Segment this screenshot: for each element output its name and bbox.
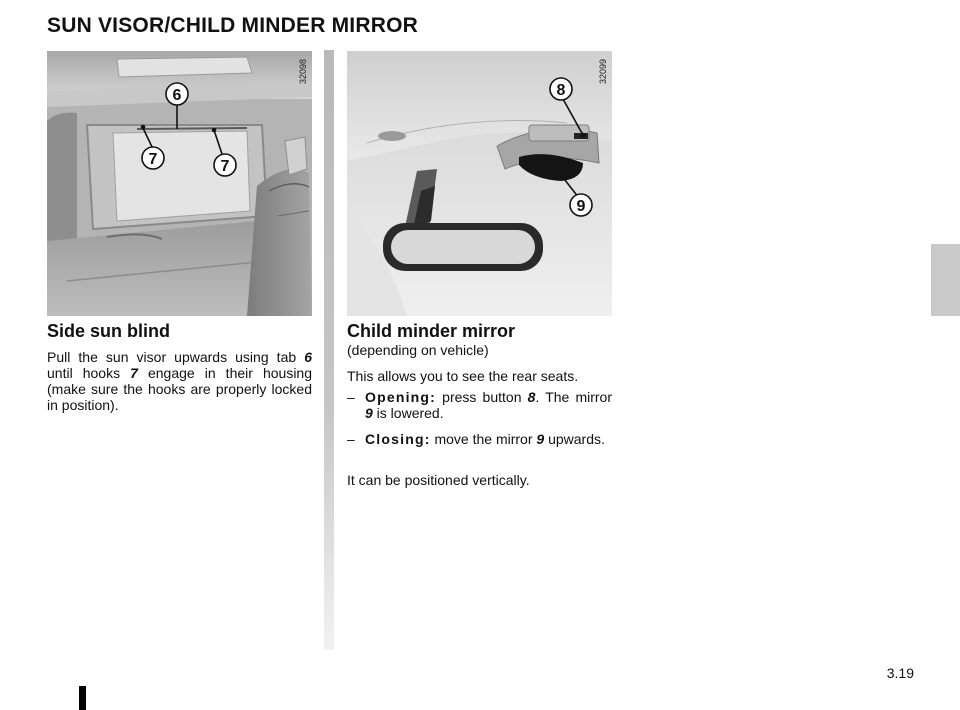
- svg-text:9: 9: [576, 198, 586, 215]
- svg-text:6: 6: [172, 87, 182, 104]
- callout-8: [550, 78, 572, 100]
- svg-text:8: 8: [556, 82, 566, 99]
- child-minder-mirror-intro: This allows you to see the rear seats.: [347, 368, 579, 384]
- child-minder-mirror-illustration: [347, 51, 612, 316]
- corner-mark: [79, 686, 86, 710]
- page-number: 3.19: [886, 665, 914, 681]
- callout-6: [166, 83, 188, 105]
- column-divider: [324, 50, 334, 650]
- child-minder-mirror-subheading: (depending on vehicle): [347, 342, 489, 358]
- chapter-tab-marker: [931, 244, 960, 316]
- callout-7-right: [214, 154, 236, 176]
- figure-code: 32098: [298, 58, 308, 84]
- side-sun-blind-heading: Side sun blind: [47, 321, 171, 341]
- list-item: – Opening: press button 8. The mirror 9 is lowered.: [347, 389, 613, 421]
- child-minder-mirror-heading: Child minder mirror: [347, 321, 516, 341]
- svg-text:7: 7: [148, 151, 158, 168]
- callout-9: [570, 194, 592, 216]
- page-title: SUN VISOR/CHILD MINDER MIRROR: [47, 14, 418, 37]
- svg-text:7: 7: [220, 158, 230, 175]
- child-minder-mirror-note: It can be positioned vertically.: [347, 472, 530, 488]
- figure-code: 32099: [598, 58, 608, 84]
- side-sun-blind-instructions: Pull the sun visor upwards using tab 6 until hooks 7 engage in their housing (make sure the hooks are properly locked in position).: [47, 349, 312, 413]
- side-sun-blind-illustration: [47, 51, 312, 316]
- list-item: – Closing: move the mirror 9 upwards.: [347, 431, 605, 447]
- callout-7-left: [142, 147, 164, 169]
